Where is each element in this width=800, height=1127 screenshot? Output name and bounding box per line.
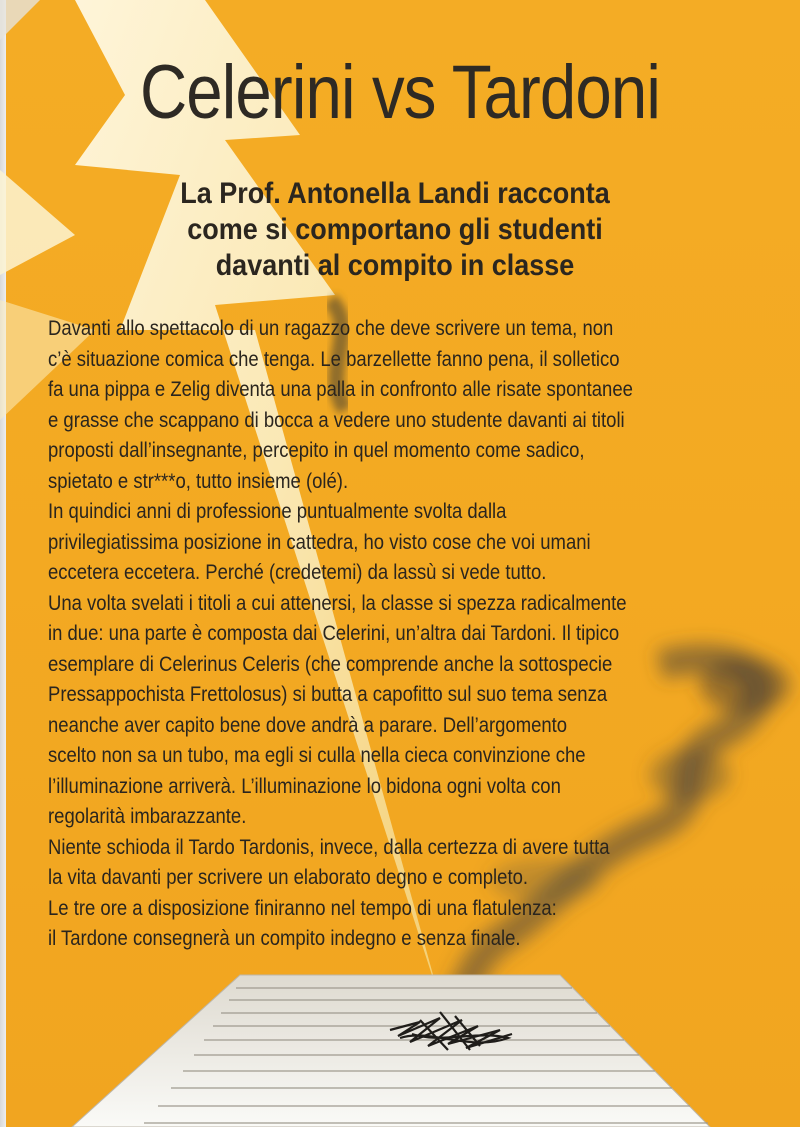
subtitle-line: come si comportano gli studenti [187, 213, 603, 246]
body-line: esemplare di Celerinus Celeris (che comprende anche la sottospecie [48, 651, 613, 676]
body-line: e grasse che scappano di bocca a vedere uno studente davanti ai titoli [48, 407, 625, 432]
subtitle-line: davanti al compito in classe [215, 249, 575, 282]
body-line: regolarità imbarazzante. [48, 804, 247, 828]
body-line: la vita davanti per scrivere un elaborato degno e completo. [48, 865, 529, 889]
body-line: Davanti allo spettacolo di un ragazzo che deve scrivere un tema, non [48, 316, 614, 340]
body-line: in due: una parte è composta dai Celerini, un’altra dai Tardoni. Il tipico [48, 621, 620, 645]
body-line: scelto non sa un tubo, ma egli si culla nella cieca convinzione che [48, 743, 586, 767]
body-line: privilegiatissima posizione in cattedra, ho visto cose che voi umani [48, 529, 591, 554]
article-body [48, 313, 689, 954]
body-line: il Tardone consegnerà un compito indegno e senza finale. [48, 926, 521, 950]
body-line: Niente schioda il Tardo Tardonis, invece, dalla certezza di avere tutta [48, 834, 610, 859]
body-line: eccetera eccetera. Perché (credetemi) da lassù si vede tutto. [48, 560, 547, 584]
subtitle-line: La Prof. Antonella Landi racconta [180, 177, 610, 210]
lined-paper-illustration [72, 975, 710, 1127]
body-line: proposti dall’insegnante, percepito in quel momento come sadico, [48, 438, 585, 462]
body-line: spietato e str***o, tutto insieme (olé). [48, 468, 349, 493]
body-line: c’è situazione comica che tenga. Le barzellette fanno pena, il solletico [48, 346, 620, 371]
article-subtitle [130, 176, 661, 284]
body-line: Una volta svelati i titoli a cui attenersi, la classe si spezza radicalmente [48, 590, 627, 615]
body-line: fa una pippa e Zelig diventa una palla in confronto alle risate spontanee [48, 377, 633, 401]
body-line: Pressappochista Frettolosus) si butta a capofitto sul suo tema senza [48, 682, 608, 706]
body-line: neanche aver capito bene dove andrà a parare. Dell’argomento [48, 712, 568, 737]
body-line: In quindici anni di professione puntualmente svolta dalla [48, 499, 507, 523]
article-title: Celerini vs Tardoni [139, 50, 661, 135]
body-line: Le tre ore a disposizione finiranno nel tempo di una flatulenza: [48, 895, 557, 920]
body-line: l’illuminazione arriverà. L’illuminazione lo bidona ogni volta con [48, 773, 561, 798]
